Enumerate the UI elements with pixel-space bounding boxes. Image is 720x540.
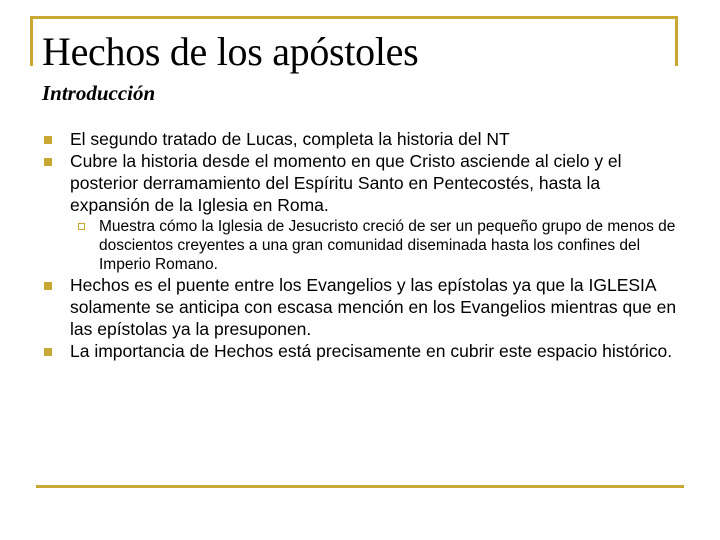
frame-right-rule bbox=[675, 16, 678, 66]
square-bullet-icon bbox=[44, 282, 52, 290]
bullet-item bbox=[44, 128, 684, 150]
slide-title: Hechos de los apóstoles bbox=[42, 29, 419, 74]
slide-subtitle: Introducción bbox=[42, 81, 156, 105]
bullet-text: Cubre la historia desde el momento en que Cristo asciende al cielo y el posterior derramamiento del Espíritu Santo en Pentecostés, hasta la expansión de la Iglesia en Roma. bbox=[70, 151, 622, 215]
hollow-square-bullet-icon bbox=[78, 223, 85, 230]
bullet-item bbox=[44, 274, 684, 340]
square-bullet-icon bbox=[44, 348, 52, 356]
sub-bullet-item bbox=[70, 217, 684, 274]
bullet-list bbox=[44, 128, 684, 362]
bullet-text: La importancia de Hechos está precisamente en cubrir este espacio histórico. bbox=[70, 341, 673, 361]
bullet-text: El segundo tratado de Lucas, completa la historia del NT bbox=[70, 129, 510, 149]
bullet-text: Hechos es el puente entre los Evangelios y las epístolas ya que la IGLESIA solamente se anticipa con escasa mención en los Evangelios mientras que en las epístolas ya la presuponen. bbox=[70, 275, 677, 339]
square-bullet-icon bbox=[44, 158, 52, 166]
bullet-item bbox=[44, 340, 684, 362]
square-bullet-icon bbox=[44, 136, 52, 144]
bullet-item bbox=[44, 150, 684, 274]
sub-bullet-text: Muestra cómo la Iglesia de Jesucristo creció de ser un pequeño grupo de menos de doscientos creyentes a una gran comunidad diseminada hasta los confines del Imperio Romano. bbox=[99, 218, 676, 273]
frame-left-rule bbox=[30, 16, 33, 66]
frame-bottom-rule bbox=[36, 485, 684, 488]
frame-top-rule bbox=[30, 16, 678, 19]
sub-bullet-list bbox=[70, 217, 684, 274]
